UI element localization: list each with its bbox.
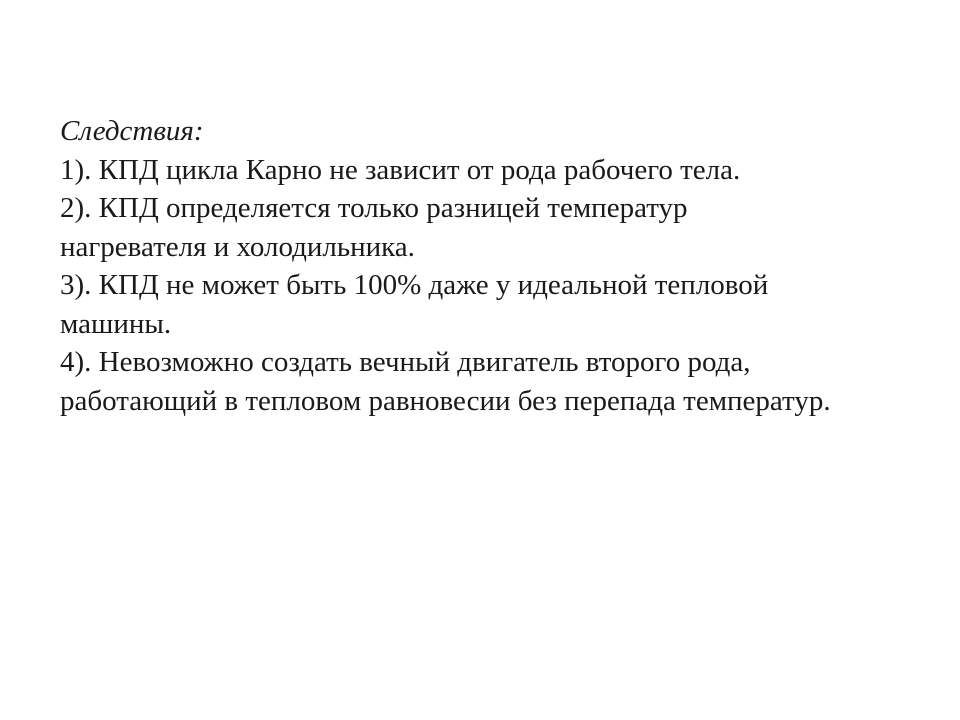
consequences-heading: Следствия: [60,115,204,147]
consequence-1-line: 1). КПД цикла Карно не зависит от рода рабочего тела. [60,153,741,186]
consequence-4-line-a: 4). Невозможно создать вечный двигатель второго рода, [60,346,751,378]
consequence-2-line-b: нагревателя и холодильника. [60,230,415,263]
consequence-4-line-b: работающий в тепловом равновесии без перепада температур. [60,384,831,417]
consequence-2-line-a: 2). КПД определяется только разницей температур [60,192,688,224]
slide-text-block [60,112,920,420]
consequence-3-line-a: 3). КПД не может быть 100% даже у идеальной тепловой [60,269,769,301]
consequence-3-line-b: машины. [60,307,172,340]
